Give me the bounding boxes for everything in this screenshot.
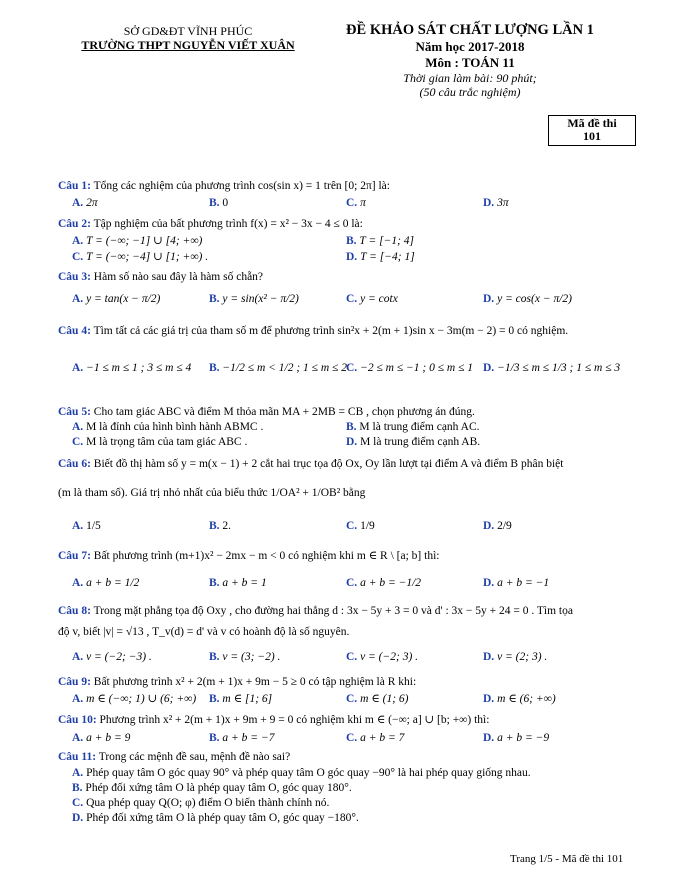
option-a: A. y = tan(x − π/2) bbox=[72, 293, 161, 305]
question-6 bbox=[58, 458, 634, 472]
question-text: Tập nghiệm của bất phương trình f(x) = x² − 3x − 4 ≤ 0 là: bbox=[93, 218, 363, 230]
option-a: A. T = (−∞; −1] ∪ [4; +∞) bbox=[72, 235, 203, 247]
option-c: C. m ∈ (1; 6) bbox=[346, 693, 409, 705]
question-8 bbox=[58, 605, 634, 619]
option-a: A. a + b = 9 bbox=[72, 732, 131, 744]
exam-title: ĐỀ KHẢO SÁT CHẤT LƯỢNG LẦN 1 bbox=[346, 22, 594, 38]
question-2 bbox=[58, 218, 634, 232]
question-11 bbox=[58, 751, 634, 765]
option-d: D. −1/3 ≤ m ≤ 1/3 ; 1 ≤ m ≤ 3 bbox=[483, 362, 621, 374]
question-number: Câu 6: bbox=[58, 458, 91, 470]
option-c: C. v = (−2; 3) . bbox=[346, 651, 419, 663]
option-b: B. −1/2 ≤ m < 1/2 ; 1 ≤ m ≤ 2 bbox=[209, 362, 347, 374]
option-b: B. 0 bbox=[209, 197, 229, 209]
school-name: TRƯỜNG THPT NGUYỄN VIẾT XUÂN bbox=[81, 38, 295, 53]
option-d: D. M là trung điểm cạnh AB. bbox=[346, 436, 481, 448]
option-c: C. T = (−∞; −4] ∪ [1; +∞) . bbox=[72, 251, 209, 263]
exam-code: 101 bbox=[583, 129, 601, 143]
option-c: C. M là trọng tâm của tam giác ABC . bbox=[72, 436, 248, 448]
option-c: C. a + b = −1/2 bbox=[346, 577, 422, 589]
question-number: Câu 3: bbox=[58, 271, 91, 283]
option-d: D. Phép đối xứng tâm O là phép quay tâm O, góc quay −180°. bbox=[72, 812, 359, 824]
header-left bbox=[78, 24, 298, 53]
option-c: C. −2 ≤ m ≤ −1 ; 0 ≤ m ≤ 1 bbox=[346, 362, 474, 374]
question-text: (m là tham số). Giá trị nhỏ nhất của biểu thức 1/OA² + 1/OB² bằng bbox=[58, 487, 366, 499]
subject: Môn : TOÁN 11 bbox=[425, 54, 515, 70]
question-3 bbox=[58, 271, 634, 285]
question-text: Trong các mệnh đề sau, mệnh đề nào sai? bbox=[98, 751, 291, 763]
school-year: Năm học 2017-2018 bbox=[415, 39, 525, 55]
question-8-continued bbox=[58, 626, 634, 640]
option-b: B. M là trung điểm cạnh AC. bbox=[346, 421, 480, 433]
question-text: Trong mặt phẳng tọa độ Oxy , cho đường hai thẳng d : 3x − 5y + 3 = 0 và d' : 3x − 5y + 24 = 0 . Tìm tọa bbox=[93, 605, 573, 617]
option-a: A. Phép quay tâm O góc quay 90° và phép quay tâm O góc quay −90° là hai phép quay giống nhau. bbox=[72, 767, 531, 779]
question-number: Câu 4: bbox=[58, 325, 91, 337]
question-number: Câu 5: bbox=[58, 406, 91, 418]
question-number: Câu 2: bbox=[58, 218, 91, 230]
option-c: C. y = cotx bbox=[346, 293, 398, 305]
page-footer: Trang 1/5 - Mã đề thi 101 bbox=[510, 853, 624, 865]
option-a: A. 2π bbox=[72, 197, 98, 209]
question-1 bbox=[58, 180, 634, 194]
option-c: C. π bbox=[346, 197, 366, 209]
question-number: Câu 7: bbox=[58, 550, 91, 562]
question-text: Hàm số nào sau đây là hàm số chẵn? bbox=[93, 271, 264, 283]
option-a: A. a + b = 1/2 bbox=[72, 577, 140, 589]
option-d: D. 3π bbox=[483, 197, 509, 209]
option-c: C. Qua phép quay Q(O; φ) điểm O biến thành chính nó. bbox=[72, 797, 330, 809]
question-text: Bất phương trình (m+1)x² − 2mx − m < 0 có nghiệm khi m ∈ R \ [a; b] thì: bbox=[93, 550, 440, 562]
header-right bbox=[330, 22, 610, 99]
option-b: B. a + b = −7 bbox=[209, 732, 275, 744]
question-text: độ v, biết |v| = √13 , T_v(d) = d' và v có hoành độ là số nguyên. bbox=[58, 626, 350, 638]
question-7 bbox=[58, 550, 634, 564]
option-d: D. a + b = −1 bbox=[483, 577, 550, 589]
option-d: D. y = cos(x − π/2) bbox=[483, 293, 572, 305]
question-6-continued bbox=[58, 487, 634, 501]
question-5 bbox=[58, 406, 634, 420]
option-d: D. v = (2; 3) . bbox=[483, 651, 548, 663]
question-text: Tổng các nghiệm của phương trình cos(sin x) = 1 trên [0; 2π] là: bbox=[93, 180, 390, 192]
option-d: D. a + b = −9 bbox=[483, 732, 550, 744]
option-a: A. m ∈ (−∞; 1) ∪ (6; +∞) bbox=[72, 693, 197, 705]
question-text: Phương trình x² + 2(m + 1)x + 9m + 9 = 0 có nghiệm khi m ∈ (−∞; a] ∪ [b; +∞) thì: bbox=[99, 714, 490, 726]
option-d: D. T = [−4; 1] bbox=[346, 251, 415, 263]
question-number: Câu 8: bbox=[58, 605, 91, 617]
option-d: D. 2/9 bbox=[483, 520, 512, 532]
option-a: A. M là đỉnh của hình bình hành ABMC . bbox=[72, 421, 264, 433]
question-text: Cho tam giác ABC và điểm M thỏa mãn MA + 2MB = CB , chọn phương án đúng. bbox=[93, 406, 475, 418]
department-name: SỞ GD&ĐT VĨNH PHÚC bbox=[123, 24, 253, 38]
question-number: Câu 11: bbox=[58, 751, 97, 763]
question-9 bbox=[58, 676, 634, 690]
question-count: (50 câu trắc nghiệm) bbox=[419, 84, 521, 99]
option-c: C. 1/9 bbox=[346, 520, 375, 532]
question-10 bbox=[58, 714, 634, 728]
exam-code-box bbox=[548, 115, 636, 146]
question-number: Câu 10: bbox=[58, 714, 97, 726]
question-number: Câu 1: bbox=[58, 180, 91, 192]
question-number: Câu 9: bbox=[58, 676, 91, 688]
option-a: A. v = (−2; −3) . bbox=[72, 651, 152, 663]
option-b: B. m ∈ [1; 6] bbox=[209, 693, 273, 705]
option-a: A. 1/5 bbox=[72, 520, 101, 532]
option-b: B. a + b = 1 bbox=[209, 577, 267, 589]
option-d: D. m ∈ (6; +∞) bbox=[483, 693, 556, 705]
option-b: B. v = (3; −2) . bbox=[209, 651, 281, 663]
option-b: B. y = sin(x² − π/2) bbox=[209, 293, 299, 305]
option-c: C. a + b = 7 bbox=[346, 732, 405, 744]
option-b: B. T = [−1; 4] bbox=[346, 235, 415, 247]
question-text: Biết đồ thị hàm số y = m(x − 1) + 2 cắt hai trục tọa độ Ox, Oy lần lượt tại điểm A và điểm B phân biệt bbox=[93, 458, 564, 470]
option-a: A. −1 ≤ m ≤ 1 ; 3 ≤ m ≤ 4 bbox=[72, 362, 192, 374]
time-limit: Thời gian làm bài: 90 phút; bbox=[403, 70, 537, 85]
option-b: B. 2. bbox=[209, 520, 232, 532]
question-4 bbox=[58, 325, 634, 339]
option-b: B. Phép đối xứng tâm O là phép quay tâm O, góc quay 180°. bbox=[72, 782, 352, 794]
question-text: Tìm tất cả các giá trị của tham số m để phương trình sin²x + 2(m + 1)sin x − 3m(m − 2) = 0 có nghiệm. bbox=[93, 325, 569, 337]
exam-code-label: Mã đề thi bbox=[567, 116, 617, 130]
question-text: Bất phương trình x² + 2(m + 1)x + 9m − 5 ≥ 0 có tập nghiệm là R khi: bbox=[93, 676, 417, 688]
